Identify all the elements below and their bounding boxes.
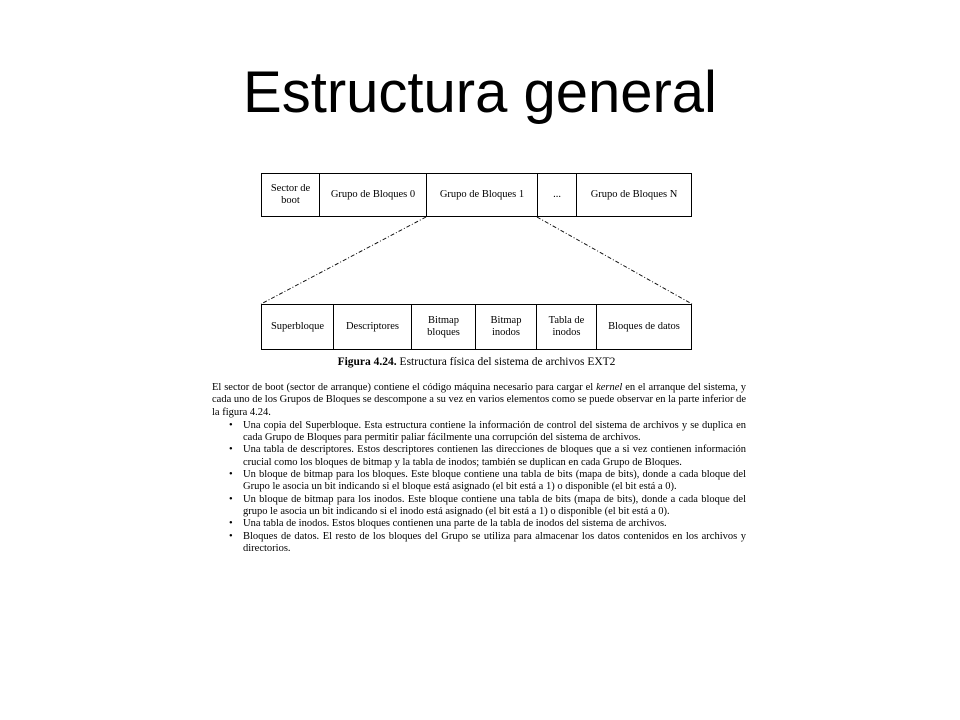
list-item [212, 469, 746, 494]
bullet-icon: • [229, 419, 233, 431]
cell-sector-boot: Sector de boot [262, 174, 320, 216]
list-item [212, 494, 746, 519]
bullet-icon: • [229, 518, 233, 530]
zoom-line-left [261, 217, 426, 304]
block-group-row [261, 304, 692, 350]
list-item-text: Una tabla de descriptores. Estos descriptores contienen las direcciones de bloques que a si vez contienen información crucial como los bloques de bitmap y la tabla de inodos; también se duplican en cada Grupo de Bloques. [243, 444, 746, 468]
list-item-text: Una copia del Superbloque. Esta estructura contiene la información de control del sistema de archivos y se duplica en cada Grupo de Bloques para permitir paliar fácilmente una corrupción del sistema de archivos. [243, 419, 746, 444]
intro-kernel-term: kernel [596, 382, 623, 393]
cell-descriptores: Descriptores [334, 305, 412, 349]
intro-part1: El sector de boot (sector de arranque) contiene el código máquina necesario para cargar el [212, 382, 594, 393]
list-item-text: Un bloque de bitmap para los inodos. Este bloque contiene una tabla de bits (mapa de bits), donde a cada bloque del grupo le asocia un bit indicando si el inodo está asignado (el bit está a 1) o disponible (el bit está a 0). [243, 493, 746, 517]
bullet-icon: • [229, 469, 233, 481]
cell-grupo-bloques-0: Grupo de Bloques 0 [320, 174, 427, 216]
bullet-icon: • [229, 444, 233, 456]
element-list [212, 420, 746, 555]
cell-tabla-inodos: Tabla de inodos [537, 305, 597, 349]
list-item [212, 531, 746, 556]
list-item-text: Una tabla de inodos. Estos bloques contienen una parte de la tabla de inodos del sistema de archivos. [243, 518, 667, 530]
bullet-icon: • [229, 493, 233, 505]
cell-ellipsis: ... [538, 174, 577, 216]
cell-bitmap-inodos: Bitmap inodos [476, 305, 537, 349]
caption-label: Figura 4.24. [337, 356, 397, 368]
list-item [212, 518, 746, 530]
intro-part2: en el arranque del sistema, y cada uno de los Grupos de Bloques se descompone a su vez en varios elementos como se puede observar en la parte inferior de la figura 4.24. [212, 382, 747, 418]
cell-grupo-bloques-n: Grupo de Bloques N [590, 189, 678, 200]
cell-bloques-datos: Bloques de datos [608, 321, 680, 332]
caption-text: Estructura física del sistema de archivos EXT2 [399, 356, 616, 368]
list-item-text: Un bloque de bitmap para los bloques. Este bloque contiene una tabla de bits (mapa de bits), donde a cada bloque del Grupo le asocia un bit indicando si el bloque está asignado (el bit está a 1) o disponible (el bit está a 0). [243, 469, 746, 493]
list-item [212, 420, 746, 445]
figure-caption [261, 355, 692, 369]
list-item [212, 444, 746, 469]
bullet-icon: • [229, 530, 233, 542]
list-item-text: Bloques de datos. El resto de los bloques del Grupo se utiliza para almacenar los datos contenidos en los archivos y directorios. [243, 530, 746, 554]
slide-title: Estructura general [243, 60, 717, 125]
cell-bitmap-bloques: Bitmap bloques [412, 305, 476, 349]
intro-paragraph [212, 382, 746, 419]
body-text [212, 382, 746, 555]
cell-grupo-bloques-1: Grupo de Bloques 1 [427, 174, 538, 216]
cell-superbloque: Superbloque [262, 305, 334, 349]
zoom-line-right [537, 217, 692, 304]
